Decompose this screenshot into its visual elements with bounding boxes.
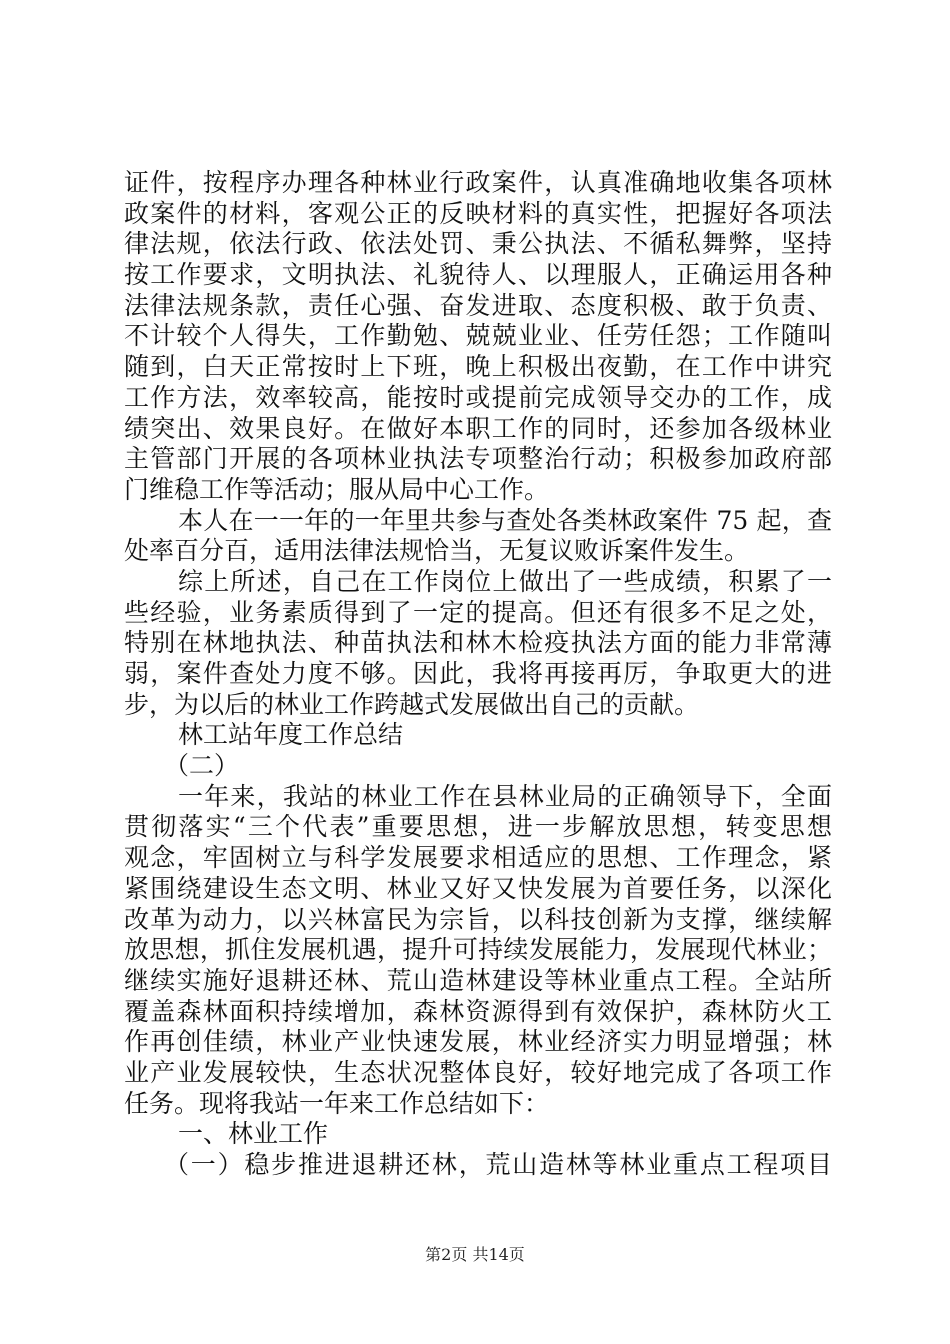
text-line: 弱，案件查处力度不够。因此，我将再接再厉，争取更大的进 xyxy=(124,659,832,688)
text-line: 一年来，我站的林业工作在县林业局的正确领导下，全面 xyxy=(178,781,832,811)
text-line: 不计较个人得失，工作勤勉、兢兢业业、任劳任怨；工作随叫 xyxy=(124,321,832,351)
text-line: 证件，按程序办理各种林业行政案件，认真准确地收集各项林 xyxy=(124,168,832,197)
text-line: （一）稳步推进退耕还林，荒山造林等林业重点工程项目 xyxy=(164,1150,832,1179)
text-line: 工作方法，效率较高，能按时或提前完成领导交办的工作，成 xyxy=(124,382,832,412)
text-line: 政案件的材料，客观公正的反映材料的真实性，把握好各项法 xyxy=(124,198,832,228)
text-line: 本人在一一年的一年里共参与查处各类林政案件 75 起，查 xyxy=(178,505,832,535)
text-line: （二） xyxy=(164,751,240,781)
text-line: 紧围绕建设生态文明、林业又好又快发展为首要任务，以深化 xyxy=(124,873,832,903)
text-line: 门维稳工作等活动；服从局中心工作。 xyxy=(124,474,550,504)
text-line: 按工作要求，文明执法、礼貌待人、以理服人，正确运用各种 xyxy=(124,260,832,290)
text-line: 法律法规条款，责任心强、奋发进取、态度积极、敢于负责、 xyxy=(124,290,832,320)
text-line: 继续实施好退耕还林、荒山造林建设等林业重点工程。全站所 xyxy=(124,965,832,995)
text-line: 一、林业工作 xyxy=(178,1119,329,1149)
text-line: 贯彻落实“三个代表”重要思想，进一步解放思想，转变思想 xyxy=(124,812,832,842)
text-line: 综上所述，自己在工作岗位上做出了一些成绩，积累了一 xyxy=(178,566,832,596)
text-line: 放思想，抓住发展机遇，提升可持续发展能力，发展现代林业； xyxy=(124,935,832,965)
text-line: 作再创佳绩，林业产业快速发展，林业经济实力明显增强；林 xyxy=(124,1027,832,1057)
text-line: 改革为动力，以兴林富民为宗旨，以科技创新为支撑，继续解 xyxy=(124,904,832,934)
text-line: 随到，白天正常按时上下班，晚上积极出夜勤，在工作中讲究 xyxy=(124,352,832,382)
text-line: 业产业发展较快，生态状况整体良好，较好地完成了各项工作 xyxy=(124,1057,832,1087)
text-line: 观念，牢固树立与科学发展要求相适应的思想、工作理念，紧 xyxy=(124,843,832,873)
text-line: 律法规，依法行政、依法处罚、秉公执法、不循私舞弊，坚持 xyxy=(124,229,832,259)
text-line: 覆盖森林面积持续增加，森林资源得到有效保护，森林防火工 xyxy=(124,996,832,1026)
text-line: 处率百分百，适用法律法规恰当，无复议败诉案件发生。 xyxy=(124,536,750,566)
text-line: 主管部门开展的各项林业执法专项整治行动；积极参加政府部 xyxy=(124,444,832,474)
text-line: 林工站年度工作总结 xyxy=(178,720,404,750)
page-footer: 第2页 共14页 xyxy=(425,1245,525,1264)
document-body xyxy=(124,168,832,1181)
text-line: 特别在林地执法、种苗执法和林木检疫执法方面的能力非常薄 xyxy=(124,628,832,658)
text-line: 步，为以后的林业工作跨越式发展做出自己的贡献。 xyxy=(124,689,700,719)
text-line: 绩突出、效果良好。在做好本职工作的同时，还参加各级林业 xyxy=(124,413,832,443)
text-line: 任务。现将我站一年来工作总结如下： xyxy=(124,1088,550,1118)
text-line: 些经验，业务素质得到了一定的提高。但还有很多不足之处， xyxy=(124,597,832,627)
